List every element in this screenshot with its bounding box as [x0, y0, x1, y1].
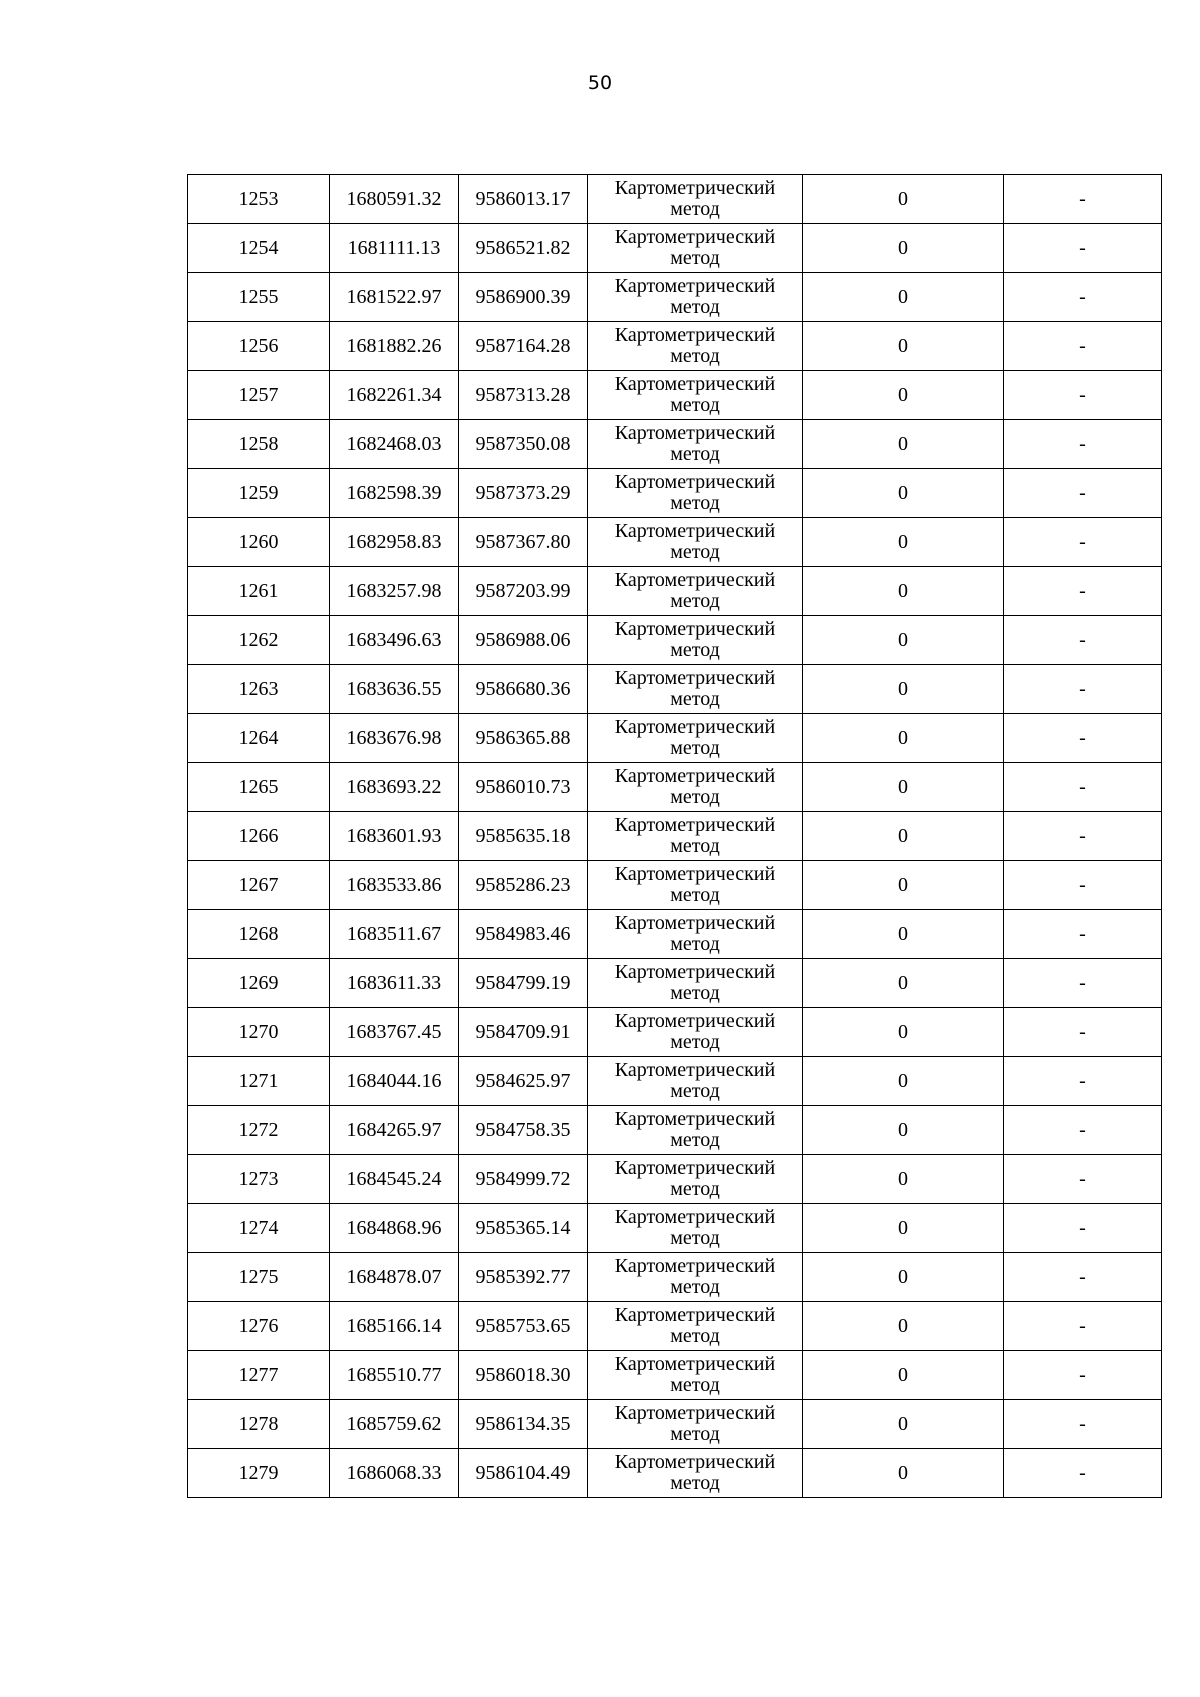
coordinates-table: [187, 174, 1162, 1498]
method-line-1: Картометрический: [614, 275, 776, 297]
y-coordinate-cell: 9584758.35: [459, 1106, 588, 1155]
table-row: [188, 812, 1162, 861]
x-coordinate-cell: 1686068.33: [330, 1449, 459, 1498]
point-number-cell: 1273: [188, 1155, 330, 1204]
y-coordinate-cell: 9586104.49: [459, 1449, 588, 1498]
method-cell: [588, 567, 803, 616]
note-cell: -: [1004, 910, 1162, 959]
accuracy-value-cell: 0: [803, 1253, 1004, 1302]
method-cell: [588, 1253, 803, 1302]
x-coordinate-cell: 1681522.97: [330, 273, 459, 322]
method-line-1: Картометрический: [614, 1402, 776, 1424]
method-line-2: метод: [670, 443, 720, 465]
method-line-1: Картометрический: [614, 912, 776, 934]
x-coordinate-cell: 1683496.63: [330, 616, 459, 665]
method-line-2: метод: [670, 639, 720, 661]
method-line-1: Картометрический: [614, 814, 776, 836]
accuracy-value-cell: 0: [803, 763, 1004, 812]
point-number-cell: 1260: [188, 518, 330, 567]
x-coordinate-cell: 1683533.86: [330, 861, 459, 910]
method-line-1: Картометрический: [614, 1206, 776, 1228]
note-cell: -: [1004, 322, 1162, 371]
x-coordinate-cell: 1685166.14: [330, 1302, 459, 1351]
point-number-cell: 1258: [188, 420, 330, 469]
note-cell: -: [1004, 1106, 1162, 1155]
accuracy-value-cell: 0: [803, 1449, 1004, 1498]
point-number-cell: 1272: [188, 1106, 330, 1155]
note-cell: -: [1004, 175, 1162, 224]
method-line-1: Картометрический: [614, 373, 776, 395]
x-coordinate-cell: 1683601.93: [330, 812, 459, 861]
method-line-2: метод: [670, 737, 720, 759]
method-line-1: Картометрический: [614, 863, 776, 885]
method-line-2: метод: [670, 1031, 720, 1053]
accuracy-value-cell: 0: [803, 273, 1004, 322]
table-row: [188, 910, 1162, 959]
note-cell: -: [1004, 1155, 1162, 1204]
method-cell: [588, 469, 803, 518]
method-line-1: Картометрический: [614, 1059, 776, 1081]
x-coordinate-cell: 1683693.22: [330, 763, 459, 812]
x-coordinate-cell: 1683767.45: [330, 1008, 459, 1057]
y-coordinate-cell: 9584709.91: [459, 1008, 588, 1057]
y-coordinate-cell: 9585365.14: [459, 1204, 588, 1253]
x-coordinate-cell: 1685510.77: [330, 1351, 459, 1400]
method-line-2: метод: [670, 492, 720, 514]
method-line-2: метод: [670, 1227, 720, 1249]
note-cell: -: [1004, 1253, 1162, 1302]
y-coordinate-cell: 9585635.18: [459, 812, 588, 861]
note-cell: -: [1004, 224, 1162, 273]
y-coordinate-cell: 9584983.46: [459, 910, 588, 959]
method-line-1: Картометрический: [614, 1304, 776, 1326]
accuracy-value-cell: 0: [803, 1302, 1004, 1351]
x-coordinate-cell: 1683257.98: [330, 567, 459, 616]
y-coordinate-cell: 9587367.80: [459, 518, 588, 567]
point-number-cell: 1278: [188, 1400, 330, 1449]
accuracy-value-cell: 0: [803, 1106, 1004, 1155]
method-line-1: Картометрический: [614, 1451, 776, 1473]
note-cell: -: [1004, 763, 1162, 812]
method-line-2: метод: [670, 688, 720, 710]
method-line-2: метод: [670, 247, 720, 269]
point-number-cell: 1253: [188, 175, 330, 224]
method-line-1: Картометрический: [614, 1255, 776, 1277]
method-cell: [588, 371, 803, 420]
method-cell: [588, 1400, 803, 1449]
x-coordinate-cell: 1683676.98: [330, 714, 459, 763]
x-coordinate-cell: 1682468.03: [330, 420, 459, 469]
x-coordinate-cell: 1684868.96: [330, 1204, 459, 1253]
y-coordinate-cell: 9586988.06: [459, 616, 588, 665]
method-line-1: Картометрический: [614, 569, 776, 591]
x-coordinate-cell: 1682261.34: [330, 371, 459, 420]
accuracy-value-cell: 0: [803, 567, 1004, 616]
y-coordinate-cell: 9587313.28: [459, 371, 588, 420]
x-coordinate-cell: 1682958.83: [330, 518, 459, 567]
y-coordinate-cell: 9587203.99: [459, 567, 588, 616]
y-coordinate-cell: 9587373.29: [459, 469, 588, 518]
accuracy-value-cell: 0: [803, 322, 1004, 371]
method-cell: [588, 322, 803, 371]
method-line-1: Картометрический: [614, 1010, 776, 1032]
y-coordinate-cell: 9586365.88: [459, 714, 588, 763]
table-row: [188, 224, 1162, 273]
note-cell: -: [1004, 518, 1162, 567]
point-number-cell: 1263: [188, 665, 330, 714]
point-number-cell: 1268: [188, 910, 330, 959]
x-coordinate-cell: 1684545.24: [330, 1155, 459, 1204]
method-cell: [588, 273, 803, 322]
method-line-2: метод: [670, 541, 720, 563]
table-row: [188, 616, 1162, 665]
accuracy-value-cell: 0: [803, 910, 1004, 959]
y-coordinate-cell: 9585392.77: [459, 1253, 588, 1302]
note-cell: -: [1004, 714, 1162, 763]
table-body: [188, 175, 1162, 1498]
method-line-2: метод: [670, 394, 720, 416]
point-number-cell: 1279: [188, 1449, 330, 1498]
accuracy-value-cell: 0: [803, 665, 1004, 714]
method-line-1: Картометрический: [614, 520, 776, 542]
table-row: [188, 861, 1162, 910]
method-line-1: Картометрический: [614, 1353, 776, 1375]
y-coordinate-cell: 9585286.23: [459, 861, 588, 910]
table-row: [188, 1057, 1162, 1106]
point-number-cell: 1261: [188, 567, 330, 616]
table-row: [188, 1253, 1162, 1302]
method-line-2: метод: [670, 933, 720, 955]
method-line-2: метод: [670, 1472, 720, 1494]
y-coordinate-cell: 9584799.19: [459, 959, 588, 1008]
method-line-1: Картометрический: [614, 226, 776, 248]
accuracy-value-cell: 0: [803, 616, 1004, 665]
method-line-2: метод: [670, 884, 720, 906]
x-coordinate-cell: 1684044.16: [330, 1057, 459, 1106]
method-cell: [588, 1351, 803, 1400]
note-cell: -: [1004, 567, 1162, 616]
method-line-2: метод: [670, 345, 720, 367]
point-number-cell: 1264: [188, 714, 330, 763]
accuracy-value-cell: 0: [803, 1400, 1004, 1449]
method-cell: [588, 714, 803, 763]
method-cell: [588, 1057, 803, 1106]
method-line-1: Картометрический: [614, 716, 776, 738]
note-cell: -: [1004, 1302, 1162, 1351]
table-row: [188, 1155, 1162, 1204]
method-line-2: метод: [670, 786, 720, 808]
point-number-cell: 1269: [188, 959, 330, 1008]
method-line-2: метод: [670, 982, 720, 1004]
table-row: [188, 1106, 1162, 1155]
note-cell: -: [1004, 861, 1162, 910]
y-coordinate-cell: 9587350.08: [459, 420, 588, 469]
y-coordinate-cell: 9586018.30: [459, 1351, 588, 1400]
y-coordinate-cell: 9586900.39: [459, 273, 588, 322]
accuracy-value-cell: 0: [803, 1155, 1004, 1204]
table-row: [188, 1302, 1162, 1351]
table-row: [188, 665, 1162, 714]
note-cell: -: [1004, 273, 1162, 322]
point-number-cell: 1277: [188, 1351, 330, 1400]
point-number-cell: 1257: [188, 371, 330, 420]
method-line-1: Картометрический: [614, 667, 776, 689]
method-line-2: метод: [670, 1129, 720, 1151]
method-line-2: метод: [670, 835, 720, 857]
note-cell: -: [1004, 420, 1162, 469]
point-number-cell: 1275: [188, 1253, 330, 1302]
method-cell: [588, 1155, 803, 1204]
accuracy-value-cell: 0: [803, 1057, 1004, 1106]
x-coordinate-cell: 1683636.55: [330, 665, 459, 714]
method-line-2: метод: [670, 1325, 720, 1347]
method-cell: [588, 910, 803, 959]
y-coordinate-cell: 9585753.65: [459, 1302, 588, 1351]
point-number-cell: 1256: [188, 322, 330, 371]
method-line-1: Картометрический: [614, 1108, 776, 1130]
method-cell: [588, 518, 803, 567]
method-cell: [588, 1302, 803, 1351]
point-number-cell: 1262: [188, 616, 330, 665]
accuracy-value-cell: 0: [803, 959, 1004, 1008]
x-coordinate-cell: 1684265.97: [330, 1106, 459, 1155]
note-cell: -: [1004, 616, 1162, 665]
method-cell: [588, 1449, 803, 1498]
table-row: [188, 371, 1162, 420]
x-coordinate-cell: 1682598.39: [330, 469, 459, 518]
y-coordinate-cell: 9584625.97: [459, 1057, 588, 1106]
note-cell: -: [1004, 469, 1162, 518]
note-cell: -: [1004, 1449, 1162, 1498]
note-cell: -: [1004, 812, 1162, 861]
point-number-cell: 1266: [188, 812, 330, 861]
point-number-cell: 1270: [188, 1008, 330, 1057]
page-number: 50: [587, 72, 613, 94]
method-line-1: Картометрический: [614, 422, 776, 444]
method-line-2: метод: [670, 198, 720, 220]
method-line-1: Картометрический: [614, 177, 776, 199]
point-number-cell: 1274: [188, 1204, 330, 1253]
table-row: [188, 469, 1162, 518]
note-cell: -: [1004, 1400, 1162, 1449]
method-line-1: Картометрический: [614, 324, 776, 346]
accuracy-value-cell: 0: [803, 469, 1004, 518]
table-row: [188, 959, 1162, 1008]
accuracy-value-cell: 0: [803, 371, 1004, 420]
table-row: [188, 1351, 1162, 1400]
method-line-2: метод: [670, 590, 720, 612]
method-cell: [588, 1008, 803, 1057]
accuracy-value-cell: 0: [803, 1008, 1004, 1057]
point-number-cell: 1271: [188, 1057, 330, 1106]
y-coordinate-cell: 9586134.35: [459, 1400, 588, 1449]
method-line-1: Картометрический: [614, 961, 776, 983]
table-row: [188, 273, 1162, 322]
table-row: [188, 420, 1162, 469]
table-row: [188, 567, 1162, 616]
method-line-1: Картометрический: [614, 618, 776, 640]
method-cell: [588, 1204, 803, 1253]
note-cell: -: [1004, 665, 1162, 714]
point-number-cell: 1259: [188, 469, 330, 518]
x-coordinate-cell: 1680591.32: [330, 175, 459, 224]
method-cell: [588, 420, 803, 469]
table-row: [188, 1400, 1162, 1449]
method-line-1: Картометрический: [614, 1157, 776, 1179]
method-cell: [588, 763, 803, 812]
point-number-cell: 1254: [188, 224, 330, 273]
method-cell: [588, 616, 803, 665]
method-cell: [588, 812, 803, 861]
method-line-2: метод: [670, 1374, 720, 1396]
point-number-cell: 1255: [188, 273, 330, 322]
method-line-2: метод: [670, 296, 720, 318]
y-coordinate-cell: 9586521.82: [459, 224, 588, 273]
note-cell: -: [1004, 1057, 1162, 1106]
point-number-cell: 1265: [188, 763, 330, 812]
accuracy-value-cell: 0: [803, 861, 1004, 910]
method-line-1: Картометрический: [614, 471, 776, 493]
note-cell: -: [1004, 1204, 1162, 1253]
table-row: [188, 322, 1162, 371]
method-cell: [588, 959, 803, 1008]
point-number-cell: 1276: [188, 1302, 330, 1351]
x-coordinate-cell: 1683511.67: [330, 910, 459, 959]
point-number-cell: 1267: [188, 861, 330, 910]
method-line-2: метод: [670, 1080, 720, 1102]
table-row: [188, 714, 1162, 763]
table-row: [188, 1204, 1162, 1253]
table-row: [188, 518, 1162, 567]
y-coordinate-cell: 9586010.73: [459, 763, 588, 812]
accuracy-value-cell: 0: [803, 224, 1004, 273]
y-coordinate-cell: 9586013.17: [459, 175, 588, 224]
method-line-2: метод: [670, 1423, 720, 1445]
table-row: [188, 763, 1162, 812]
table-row: [188, 1449, 1162, 1498]
note-cell: -: [1004, 1351, 1162, 1400]
accuracy-value-cell: 0: [803, 1204, 1004, 1253]
accuracy-value-cell: 0: [803, 714, 1004, 763]
y-coordinate-cell: 9587164.28: [459, 322, 588, 371]
table-row: [188, 1008, 1162, 1057]
method-cell: [588, 1106, 803, 1155]
method-cell: [588, 175, 803, 224]
method-line-2: метод: [670, 1178, 720, 1200]
method-cell: [588, 224, 803, 273]
accuracy-value-cell: 0: [803, 518, 1004, 567]
x-coordinate-cell: 1684878.07: [330, 1253, 459, 1302]
accuracy-value-cell: 0: [803, 1351, 1004, 1400]
x-coordinate-cell: 1685759.62: [330, 1400, 459, 1449]
x-coordinate-cell: 1681882.26: [330, 322, 459, 371]
y-coordinate-cell: 9584999.72: [459, 1155, 588, 1204]
x-coordinate-cell: 1681111.13: [330, 224, 459, 273]
y-coordinate-cell: 9586680.36: [459, 665, 588, 714]
method-line-1: Картометрический: [614, 765, 776, 787]
table-row: [188, 175, 1162, 224]
accuracy-value-cell: 0: [803, 175, 1004, 224]
method-cell: [588, 665, 803, 714]
method-line-2: метод: [670, 1276, 720, 1298]
accuracy-value-cell: 0: [803, 420, 1004, 469]
note-cell: -: [1004, 959, 1162, 1008]
note-cell: -: [1004, 1008, 1162, 1057]
accuracy-value-cell: 0: [803, 812, 1004, 861]
x-coordinate-cell: 1683611.33: [330, 959, 459, 1008]
note-cell: -: [1004, 371, 1162, 420]
method-cell: [588, 861, 803, 910]
